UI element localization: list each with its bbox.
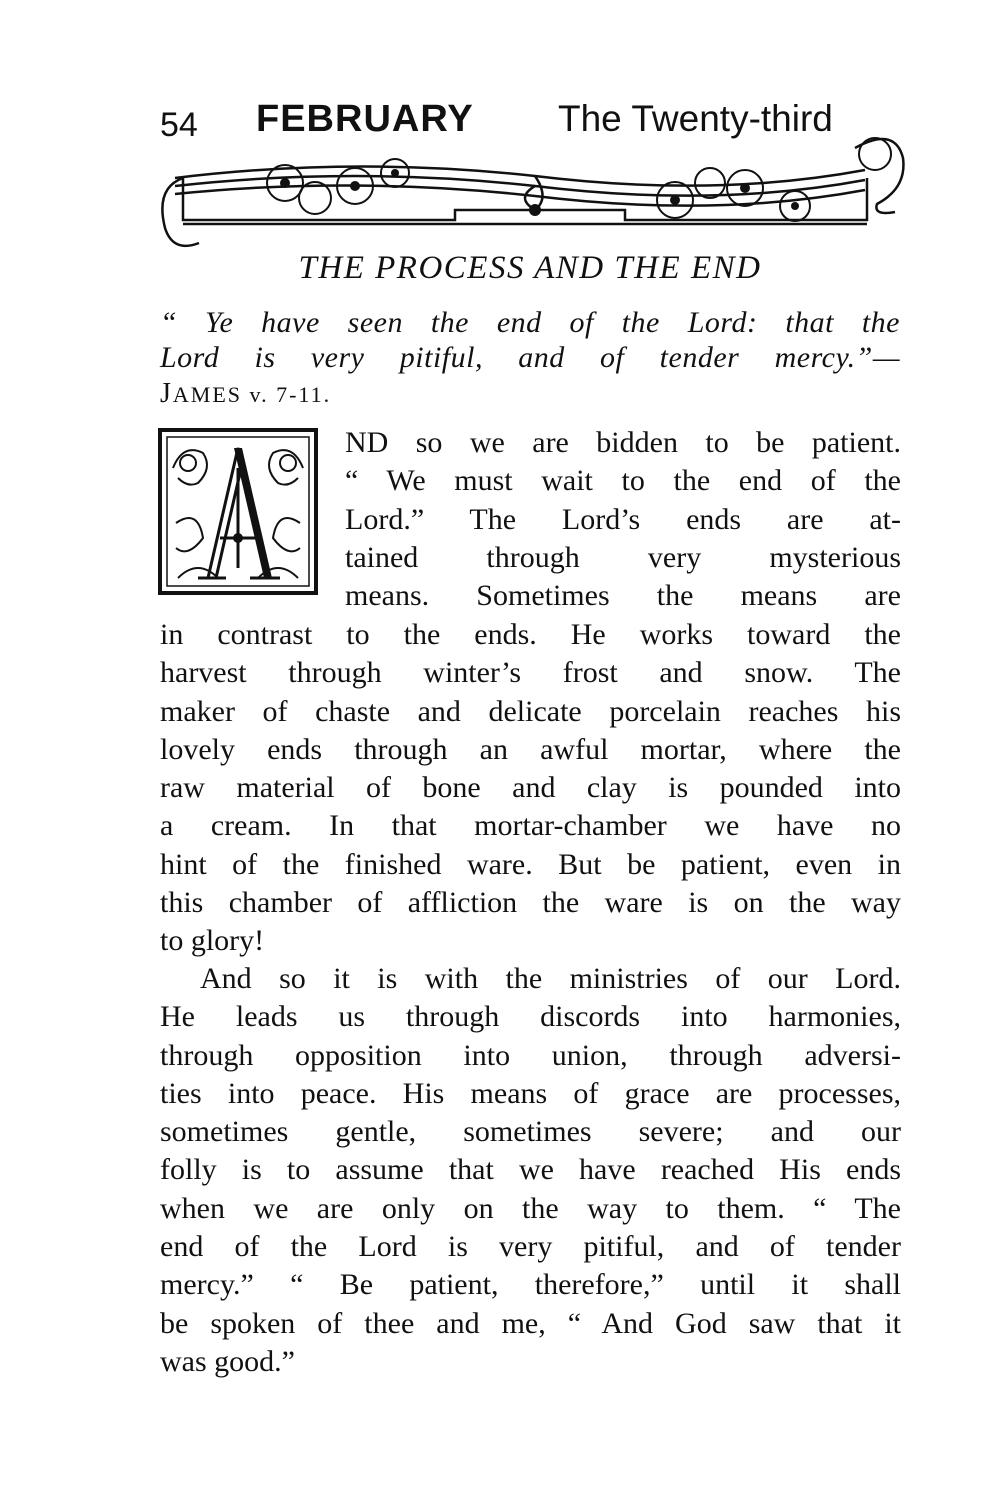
paragraph-1-beside-initial — [345, 424, 901, 615]
text-line: folly is to assume that we have reached His ends — [160, 1153, 901, 1187]
text-line: ties into peace. His means of grace are processes, — [160, 1076, 901, 1110]
text-line: hint of the finished ware. But be patient, even in — [160, 847, 901, 881]
epigraph-line: “ Ye have seen the end of the Lord: that the — [160, 306, 900, 339]
page-number: 54 — [160, 106, 198, 144]
reference-initial: J — [160, 378, 173, 409]
text-line: And so it is with the ministries of our Lord. — [200, 962, 901, 995]
paragraph-1-continued — [160, 616, 901, 961]
text-line: when we are only on the way to them. “ The — [160, 1191, 901, 1225]
scripture-reference — [160, 378, 331, 410]
text-line: maker of chaste and delicate porcelain reaches his — [160, 694, 901, 728]
text-line: this chamber of affliction the ware is on the way — [160, 886, 901, 920]
text-line: was good.” — [160, 1344, 295, 1378]
text-line: means. Sometimes the means are — [345, 579, 901, 613]
reference-text: AMES v. 7-11. — [172, 382, 332, 407]
text-line: a cream. In that mortar-chamber we have no — [160, 809, 901, 843]
text-line: to glory! — [160, 924, 265, 958]
text-line: “ We must wait to the end of the — [345, 464, 901, 498]
illuminated-initial-a-icon — [158, 428, 318, 595]
text-line: sometimes gentle, sometimes severe; and our — [160, 1115, 901, 1149]
text-line: Lord.” The Lord’s ends are at- — [345, 502, 901, 536]
text-line: ND so we are bidden to be patient. — [345, 426, 901, 459]
text-line: through opposition into union, through adversi- — [160, 1038, 901, 1072]
text-line: raw material of bone and clay is pounded into — [160, 771, 901, 805]
header-day: The Twenty-third — [558, 98, 833, 139]
header-month: FEBRUARY — [256, 98, 474, 140]
text-line: He leads us through discords into harmonies, — [160, 1000, 901, 1034]
epigraph — [160, 305, 900, 375]
text-line: mercy.” “ Be patient, therefore,” until it shall — [160, 1268, 901, 1302]
epigraph-line: Lord is very pitiful, and of tender mercy.”— — [160, 341, 900, 374]
text-line: be spoken of thee and me, “ And God saw that it — [160, 1306, 901, 1340]
article-title: THE PROCESS AND THE END — [298, 250, 762, 286]
text-line: end of the Lord is very pitiful, and of tender — [160, 1230, 901, 1264]
text-line: lovely ends through an awful mortar, where the — [160, 732, 901, 766]
text-line: tained through very mysterious — [345, 540, 901, 574]
text-line: harvest through winter’s frost and snow. The — [160, 656, 901, 690]
floral-ornament-icon — [155, 128, 910, 258]
paragraph-2 — [160, 960, 901, 1381]
text-line: in contrast to the ends. He works toward the — [160, 618, 901, 651]
